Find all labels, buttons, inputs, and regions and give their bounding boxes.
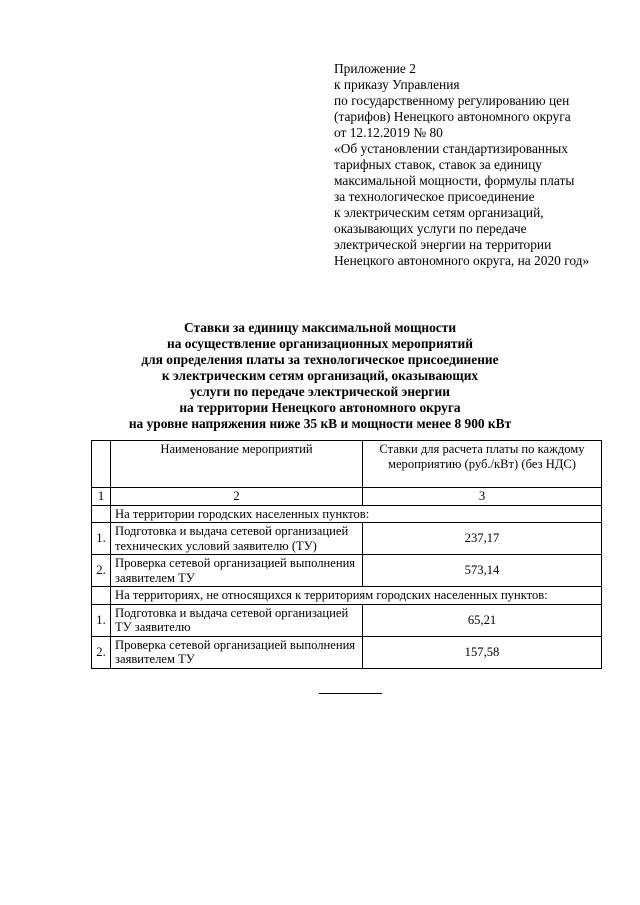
appendix-line: «Об установлении стандартизированных <box>334 141 568 156</box>
row-number: 2. <box>92 636 111 668</box>
section-empty-cell <box>92 505 111 523</box>
title-line: на осуществление организационных мероприятий <box>167 336 473 351</box>
section-row <box>92 505 602 523</box>
title-line: для определения платы за технологическое присоединение <box>141 352 499 367</box>
title-line: к электрическим сетям организаций, оказывающих <box>161 368 479 383</box>
row-value: 65,21 <box>363 604 602 636</box>
title-line: Ставки за единицу максимальной мощности <box>183 320 457 335</box>
row-value: 157,58 <box>363 636 602 668</box>
numbering-row <box>92 488 602 506</box>
title-line: на уровне напряжения ниже 35 кВ и мощности менее 8 900 кВт <box>128 416 512 431</box>
table-row <box>92 636 602 668</box>
row-value: 237,17 <box>363 523 602 555</box>
appendix-block <box>334 61 634 269</box>
appendix-line: от 12.12.2019 № 80 <box>334 125 443 140</box>
document-title <box>60 320 580 432</box>
row-value: 573,14 <box>363 555 602 587</box>
separator-line <box>319 693 382 694</box>
numbering-cell: 2 <box>111 488 363 506</box>
header-name-cell: Наименование мероприятий <box>111 441 363 488</box>
row-name: Подготовка и выдача сетевой организацией технических условий заявителю (ТУ) <box>111 523 363 555</box>
section-row <box>92 587 602 605</box>
table-header-row <box>92 441 602 488</box>
table-row <box>92 523 602 555</box>
title-line: на территории Ненецкого автономного округа <box>179 400 461 415</box>
row-number: 1. <box>92 604 111 636</box>
header-rate-cell: Ставки для расчета платы по каждому мероприятию (руб./кВт) (без НДС) <box>363 441 602 488</box>
header-empty-cell <box>92 441 111 488</box>
numbering-cell: 3 <box>363 488 602 506</box>
appendix-line: за технологическое присоединение <box>334 189 535 204</box>
section-empty-cell <box>92 587 111 605</box>
section-title: На территории городских населенных пунктов: <box>111 505 602 523</box>
appendix-line: к приказу Управления <box>334 77 460 92</box>
table-row <box>92 555 602 587</box>
row-number: 2. <box>92 555 111 587</box>
appendix-line: тарифных ставок, ставок за единицу <box>334 157 542 172</box>
table-row <box>92 604 602 636</box>
appendix-line: Ненецкого автономного округа, на 2020 год» <box>334 253 590 268</box>
row-name: Подготовка и выдача сетевой организацией ТУ заявителю <box>111 604 363 636</box>
section-title: На территориях, не относящихся к территориям городских населенных пунктов: <box>111 587 602 605</box>
appendix-line: к электрическим сетям организаций, <box>334 205 544 220</box>
title-line: услуги по передаче электрической энергии <box>190 384 450 399</box>
appendix-line: оказывающих услуги по передаче <box>334 221 527 236</box>
numbering-cell: 1 <box>92 488 111 506</box>
appendix-line: Приложение 2 <box>334 61 416 76</box>
appendix-line: по государственному регулированию цен <box>334 93 570 108</box>
row-name: Проверка сетевой организацией выполнения заявителем ТУ <box>111 636 363 668</box>
rates-table <box>91 440 602 669</box>
appendix-line: электрической энергии на территории <box>334 237 552 252</box>
row-number: 1. <box>92 523 111 555</box>
appendix-line: максимальной мощности, формулы платы <box>334 173 575 188</box>
row-name: Проверка сетевой организацией выполнения заявителем ТУ <box>111 555 363 587</box>
appendix-line: (тарифов) Ненецкого автономного округа <box>334 109 571 124</box>
